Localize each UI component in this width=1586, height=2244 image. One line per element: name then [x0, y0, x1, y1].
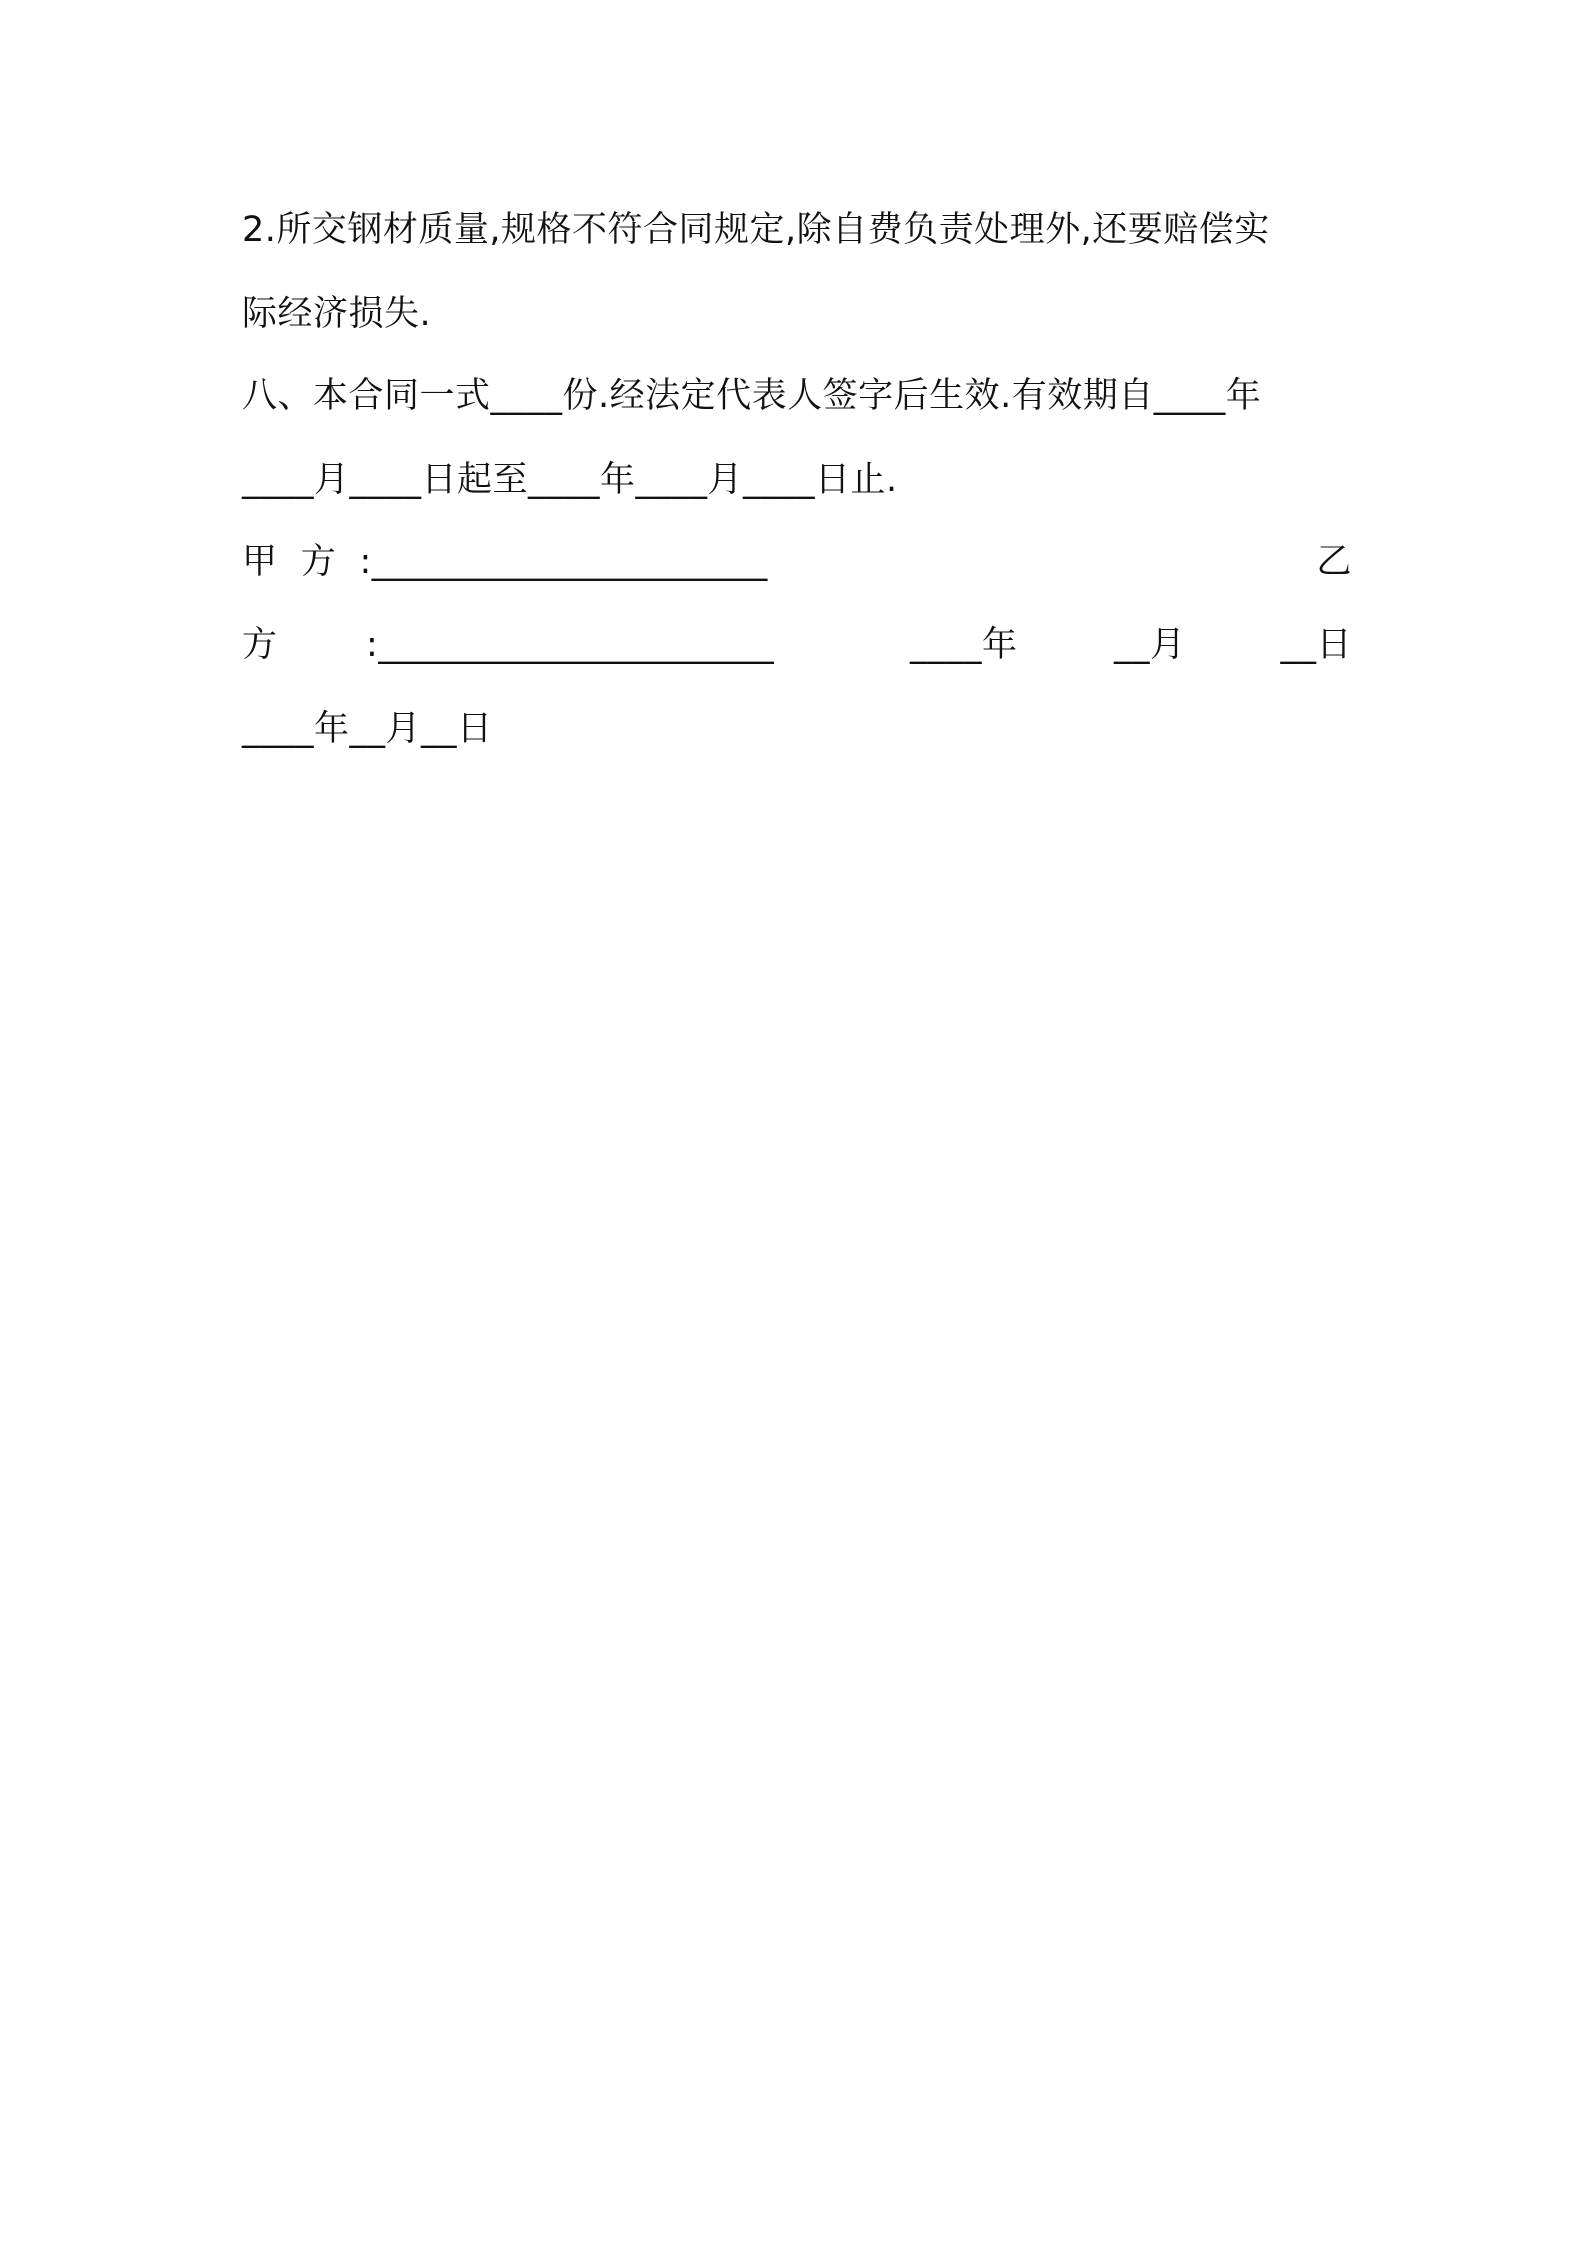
clause-8-line-1: 八、本合同一式____份.经法定代表人签字后生效.有效期自____年 [242, 376, 1262, 416]
clause-8-line-2: ____月____日起至____年____月____日止. [242, 460, 898, 500]
party-a-row [242, 538, 1352, 586]
party-a-signature-field: 甲 方 :______________________ [242, 542, 768, 582]
party-b-signature-field: :______________________ [366, 625, 775, 665]
party-b-row [242, 621, 1352, 669]
party-b-label-char-2: 方 [242, 625, 278, 665]
clause-2-line-2: 际经济损失. [242, 294, 432, 334]
party-b-label-char-1: 乙 [1316, 542, 1352, 582]
date-day-field: __日 [1280, 625, 1352, 665]
date-year-field: ____年 [910, 625, 1018, 665]
date-month-field: __月 [1114, 625, 1186, 665]
party-b-date-line: ____年__月__日 [242, 709, 493, 749]
clause-2-line-1: 2.所交钢材质量,规格不符合同规定,除自费负责处理外,还要赔偿实 [242, 210, 1270, 250]
